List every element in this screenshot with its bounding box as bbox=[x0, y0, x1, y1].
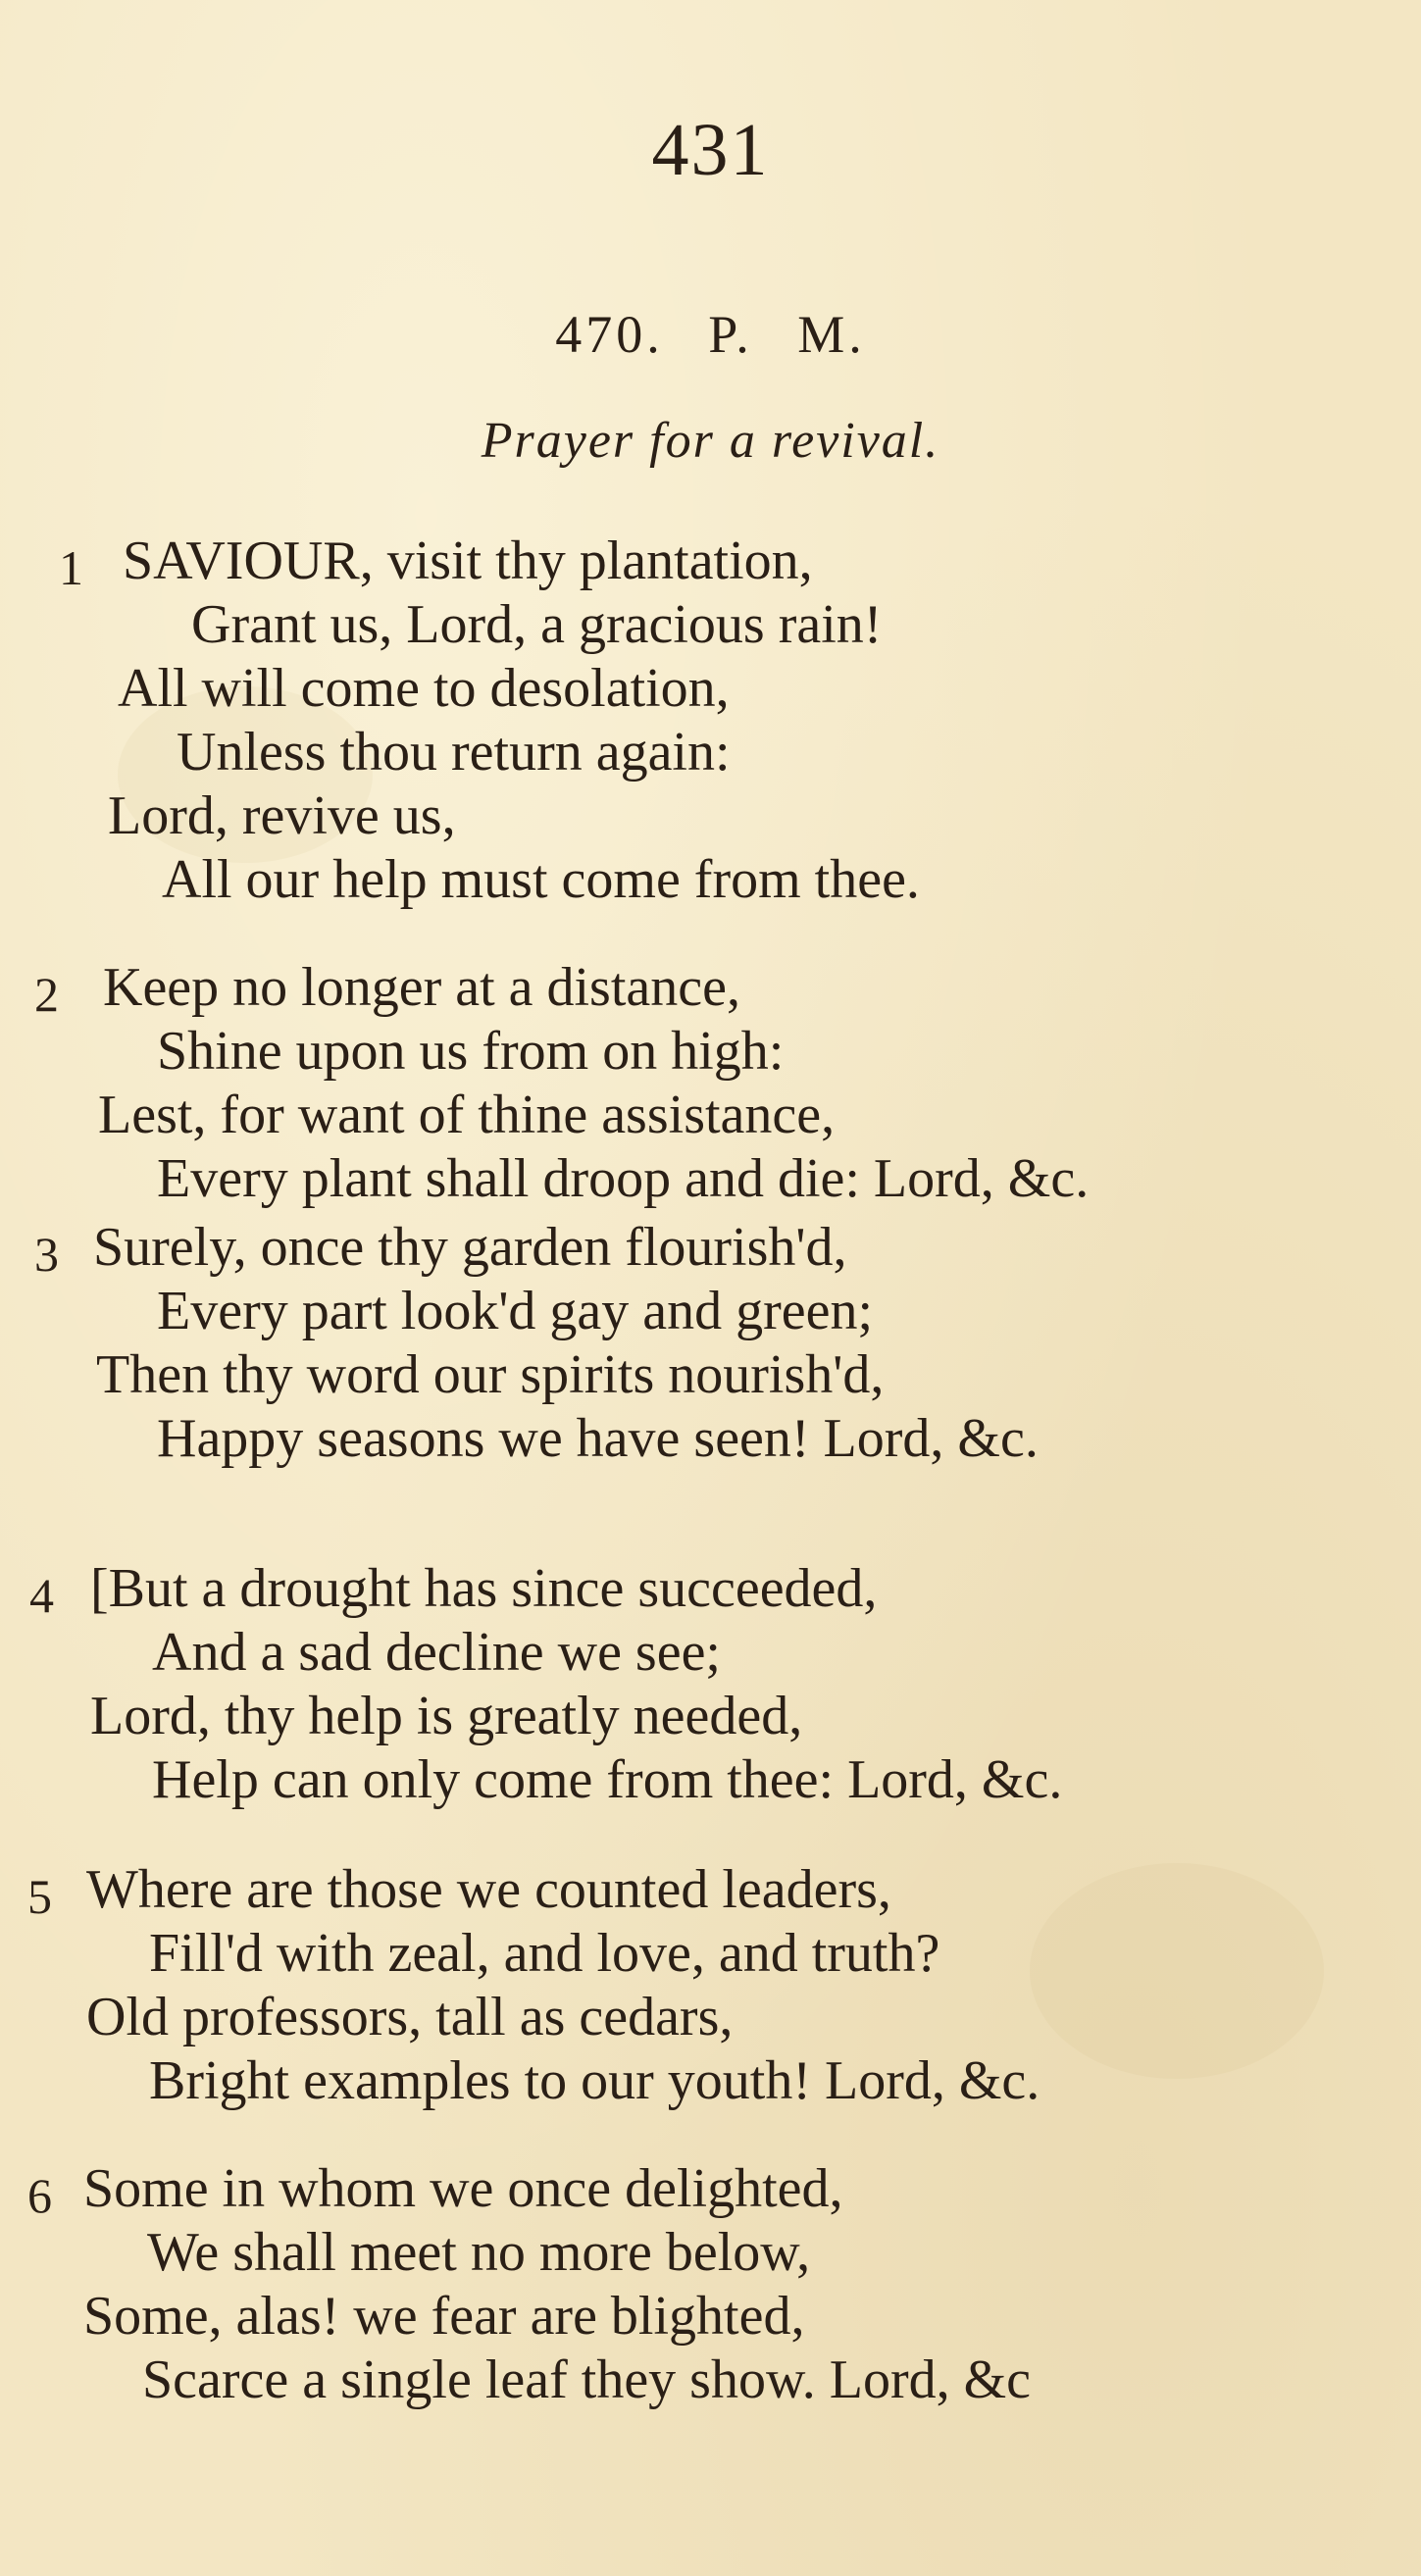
paper-stain bbox=[1030, 1863, 1324, 2079]
hymn-title: Prayer for a revival. bbox=[481, 413, 940, 469]
verse-line: Surely, once thy garden flourish'd, bbox=[93, 1217, 847, 1278]
verse-line: Old professors, tall as cedars, bbox=[86, 1987, 734, 2047]
verse-line: Bright examples to our youth! Lord, &c. bbox=[149, 2050, 1040, 2111]
verse-number: 3 bbox=[34, 1227, 59, 1282]
verse-line: Every part look'd gay and green; bbox=[157, 1281, 874, 1341]
verse-line: And a sad decline we see; bbox=[152, 1622, 721, 1683]
verse-line: Lord, revive us, bbox=[108, 785, 456, 846]
verse-line: Shine upon us from on high: bbox=[157, 1021, 785, 1082]
verse-number: 4 bbox=[29, 1568, 54, 1623]
verse-line: All our help must come from thee. bbox=[162, 849, 920, 910]
verse-line: Then thy word our spirits nourish'd, bbox=[96, 1344, 885, 1405]
verse-line: Fill'd with zeal, and love, and truth? bbox=[149, 1923, 940, 1984]
verse-line: Unless thou return again: bbox=[177, 722, 731, 783]
verse-line: Help can only come from thee: Lord, &c. bbox=[152, 1749, 1063, 1810]
verse-number: 2 bbox=[34, 967, 59, 1022]
verse-line: SAVIOUR, visit thy plantation, bbox=[123, 530, 813, 591]
verse-line: [But a drought has since succeeded, bbox=[90, 1558, 878, 1619]
verse-line: Happy seasons we have seen! Lord, &c. bbox=[157, 1408, 1039, 1469]
verse-number: 6 bbox=[27, 2168, 52, 2223]
verse-number: 1 bbox=[59, 540, 83, 595]
verse-number: 5 bbox=[27, 1869, 52, 1924]
page-number: 431 bbox=[651, 109, 770, 191]
verse-line: Scarce a single leaf they show. Lord, &c bbox=[142, 2349, 1032, 2410]
verse-line: Where are those we counted leaders, bbox=[86, 1859, 891, 1920]
verse-line: Grant us, Lord, a gracious rain! bbox=[191, 594, 883, 655]
verse-line: Every plant shall droop and die: Lord, &c. bbox=[157, 1148, 1090, 1209]
verse-line: Lord, thy help is greatly needed, bbox=[90, 1686, 803, 1746]
verse-line: Keep no longer at a distance, bbox=[103, 957, 740, 1018]
verse-line: Some, alas! we fear are blighted, bbox=[83, 2286, 805, 2347]
verse-line: Some in whom we once delighted, bbox=[83, 2158, 843, 2219]
verse-line: We shall meet no more below, bbox=[147, 2222, 811, 2283]
verse-line: All will come to desolation, bbox=[118, 658, 730, 719]
verse-line: Lest, for want of thine assistance, bbox=[98, 1085, 836, 1145]
hymn-number: 470. P. M. bbox=[555, 305, 866, 364]
